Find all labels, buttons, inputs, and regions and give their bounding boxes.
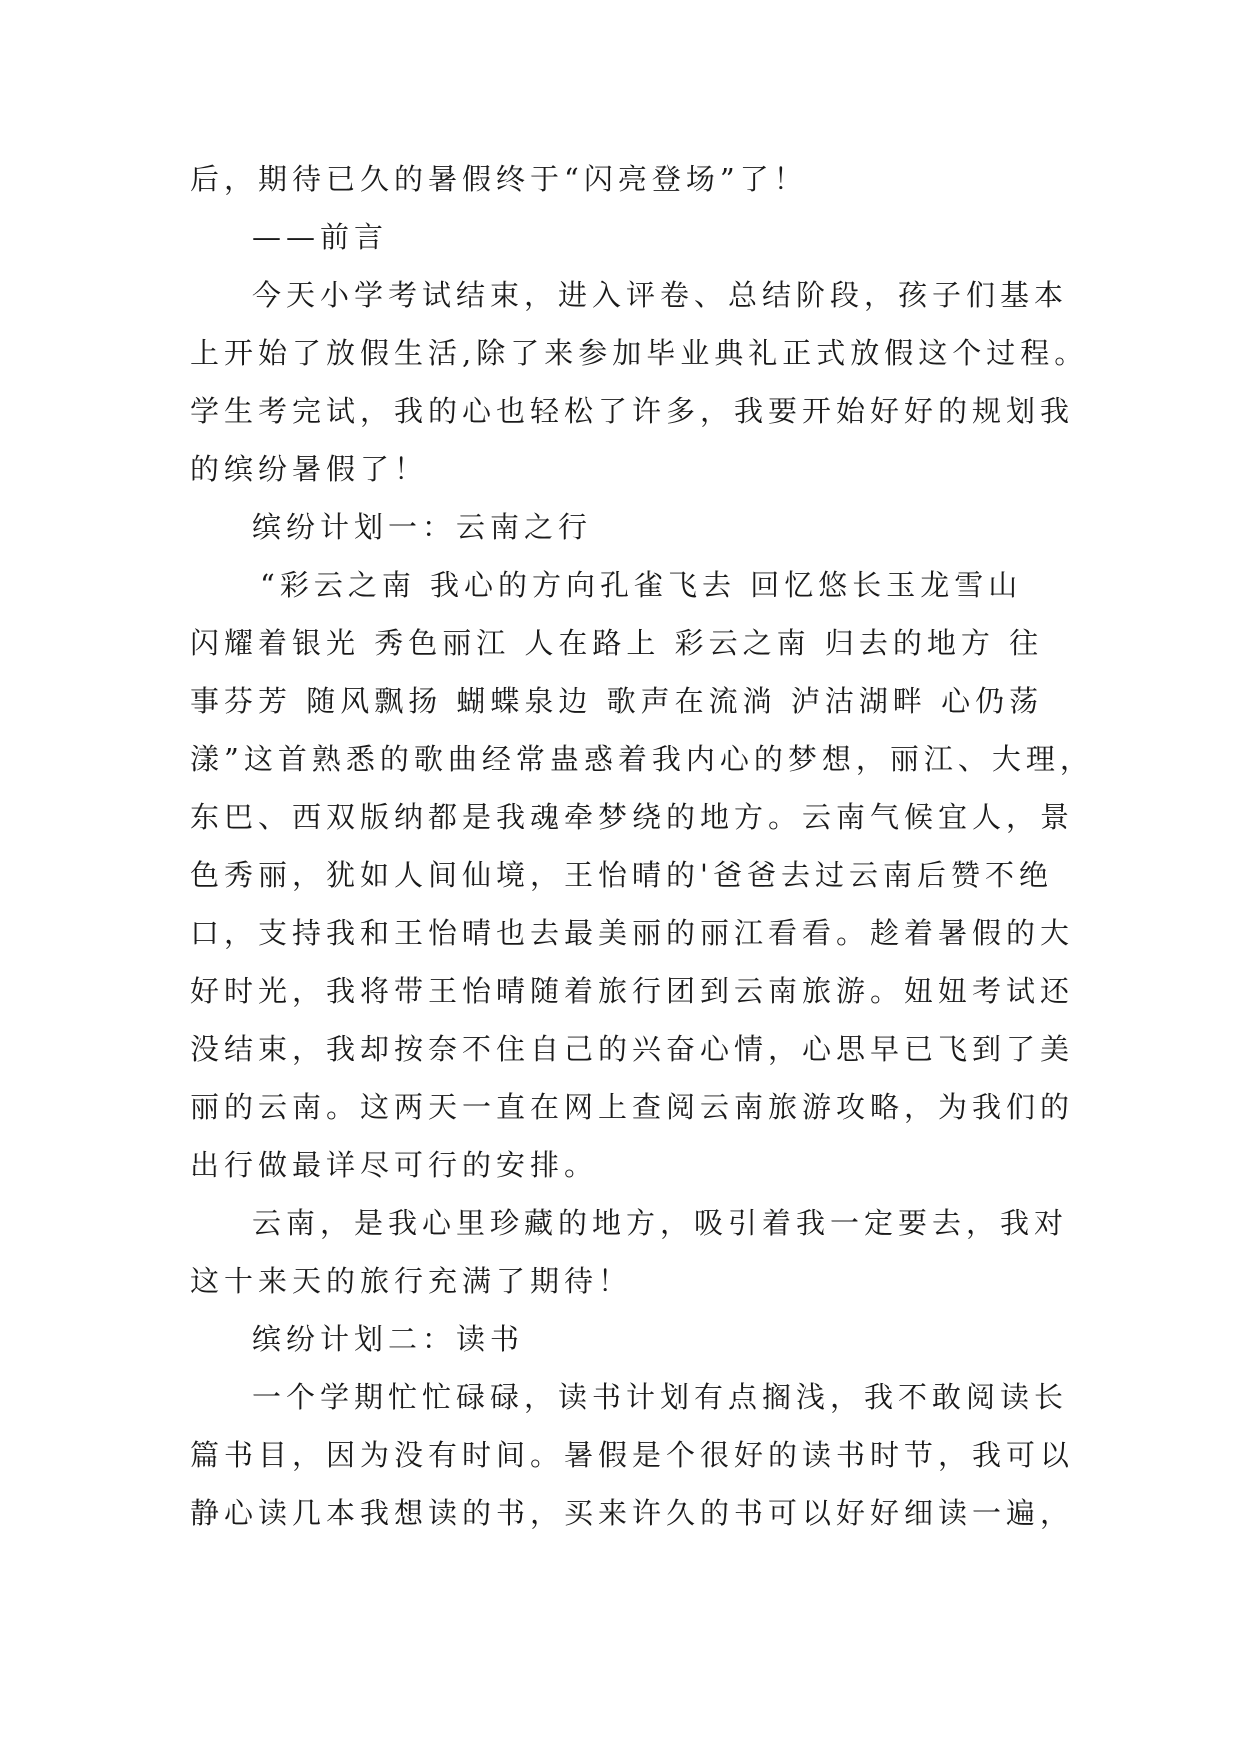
- text-line: 上开始了放假生活,除了来参加毕业典礼正式放假这个过程。: [190, 336, 1089, 370]
- text-line: 后，期待已久的暑假终于“闪亮登场”了！: [190, 162, 808, 196]
- text-line: 色秀丽，犹如人间仙境，王怡晴的'爸爸去过云南后赞不绝: [190, 858, 1053, 892]
- text-line: 缤纷计划二：读书: [252, 1322, 525, 1356]
- text-line: 云南，是我心里珍藏的地方，吸引着我一定要去，我对: [252, 1206, 1069, 1240]
- text-line: 没结束，我却按奈不住自己的兴奋心情，心思早已飞到了美: [190, 1032, 1075, 1066]
- document-body: [190, 150, 1094, 1542]
- text-line: 闪耀着银光 秀色丽江 人在路上 彩云之南 归去的地方 往: [190, 626, 1044, 660]
- text-line: 事芬芳 随风飘扬 蝴蝶泉边 歌声在流淌 泸沽湖畔 心仍荡: [190, 684, 1044, 718]
- text-line: 好时光，我将带王怡晴随着旅行团到云南旅游。妞妞考试还: [190, 974, 1075, 1008]
- text-line: 今天小学考试结束，进入评卷、总结阶段，孩子们基本: [252, 278, 1069, 312]
- text-line: 静心读几本我想读的书，买来许久的书可以好好细读一遍，: [190, 1496, 1075, 1530]
- text-line: 学生考完试，我的心也轻松了许多，我要开始好好的规划我: [190, 394, 1075, 428]
- text-line: 的缤纷暑假了！: [190, 452, 429, 486]
- text-line: 出行做最详尽可行的安排。: [190, 1148, 599, 1182]
- text-line: 篇书目，因为没有时间。暑假是个很好的读书时节，我可以: [190, 1438, 1075, 1472]
- text-line: 东巴、西双版纳都是我魂牵梦绕的地方。云南气候宜人，景: [190, 800, 1075, 834]
- text-line: 一个学期忙忙碌碌，读书计划有点搁浅，我不敢阅读长: [252, 1380, 1069, 1414]
- text-line: 口，支持我和王怡晴也去最美丽的丽江看看。趁着暑假的大: [190, 916, 1075, 950]
- text-line: 缤纷计划一：云南之行: [252, 510, 593, 544]
- text-line: 丽的云南。这两天一直在网上查阅云南旅游攻略，为我们的: [190, 1090, 1075, 1124]
- text-line: 这十来天的旅行充满了期待！: [190, 1264, 633, 1298]
- text-line: 漾”这首熟悉的歌曲经常蛊惑着我内心的梦想，丽江、大理，: [190, 742, 1094, 776]
- text-line: “彩云之南 我心的方向孔雀飞去 回忆悠长玉龙雪山: [260, 568, 1023, 602]
- text-line: ——前言: [252, 220, 389, 254]
